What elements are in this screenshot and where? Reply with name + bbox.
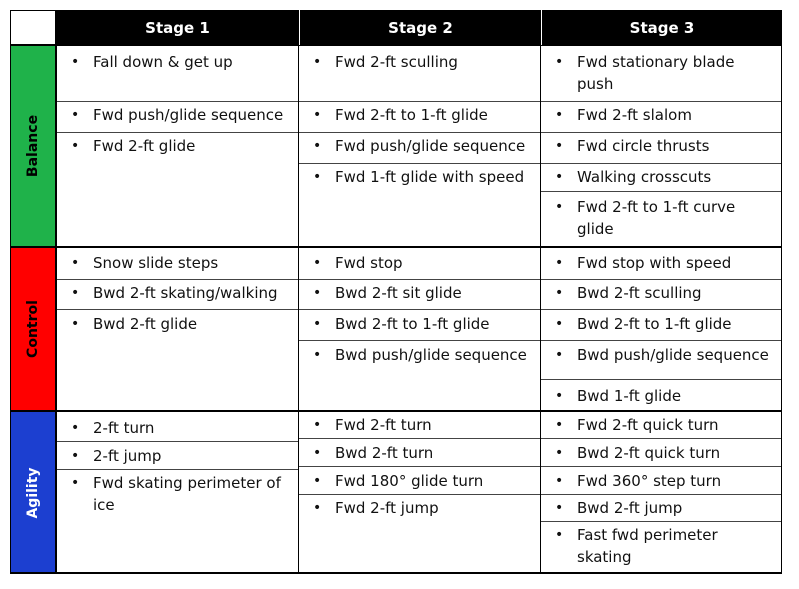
bullet-icon: • bbox=[555, 473, 564, 489]
header-stage-1 bbox=[56, 10, 299, 45]
skill-text: Fwd 2-ft jump bbox=[335, 499, 439, 517]
skill-text: Fall down & get up bbox=[93, 53, 233, 71]
band-control bbox=[10, 247, 56, 411]
bullet-icon: • bbox=[555, 316, 564, 332]
bullet-icon: • bbox=[555, 169, 564, 185]
skill-text: Bwd 2-ft to 1-ft glide bbox=[577, 315, 732, 333]
skill-text: 2-ft jump bbox=[93, 447, 162, 465]
bullet-icon: • bbox=[555, 199, 564, 215]
skill-text: Walking crosscuts bbox=[577, 168, 712, 186]
skill-text: Bwd push/glide sequence bbox=[577, 346, 769, 364]
band-agility-label: Agility bbox=[25, 466, 41, 519]
bullet-icon: • bbox=[71, 285, 80, 301]
skill-text: Fwd 2-ft sculling bbox=[335, 53, 458, 71]
band-control-label: Control bbox=[25, 300, 41, 358]
skill-text: 2-ft turn bbox=[93, 419, 155, 437]
bullet-icon: • bbox=[555, 500, 564, 516]
skill-text: Fwd 2-ft slalom bbox=[577, 106, 692, 124]
skill-text: Bwd 2-ft sculling bbox=[577, 284, 702, 302]
bullet-icon: • bbox=[313, 316, 322, 332]
bullet-icon: • bbox=[313, 255, 322, 271]
bullet-icon: • bbox=[313, 285, 322, 301]
skill-text: Fwd 2-ft quick turn bbox=[577, 416, 719, 434]
band-agility bbox=[10, 411, 56, 574]
skill-text: Fwd stop with speed bbox=[577, 254, 732, 272]
bullet-icon: • bbox=[71, 107, 80, 123]
skill-text: Fwd skating perimeter of ice bbox=[93, 474, 281, 514]
bullet-icon: • bbox=[313, 445, 322, 461]
skill-text: Bwd 1-ft glide bbox=[577, 387, 682, 405]
skill-text: Bwd 2-ft jump bbox=[577, 499, 683, 517]
bullet-icon: • bbox=[71, 255, 80, 271]
skill-text: Fwd push/glide sequence bbox=[335, 137, 526, 155]
bullet-icon: • bbox=[555, 107, 564, 123]
skill-text: Fwd circle thrusts bbox=[577, 137, 710, 155]
header-stage-3 bbox=[541, 10, 782, 45]
header-stage-3-label: Stage 3 bbox=[629, 18, 695, 37]
bullet-icon: • bbox=[555, 388, 564, 404]
bullet-icon: • bbox=[313, 500, 322, 516]
bullet-icon: • bbox=[555, 285, 564, 301]
skill-text: Fwd 2-ft to 1-ft glide bbox=[335, 106, 488, 124]
bullet-icon: • bbox=[71, 420, 80, 436]
header-stage-2 bbox=[299, 10, 541, 45]
bullet-icon: • bbox=[71, 138, 80, 154]
skill-text: Bwd 2-ft skating/walking bbox=[93, 284, 278, 302]
skill-text: Fwd 2-ft to 1-ft curve glide bbox=[577, 198, 736, 238]
skill-text: Fwd stop bbox=[335, 254, 403, 272]
skill-text: Fast fwd perimeter skating bbox=[577, 526, 718, 566]
skill-text: Fwd 360° step turn bbox=[577, 472, 722, 490]
header-corner bbox=[10, 10, 56, 45]
skill-text: Snow slide steps bbox=[93, 254, 219, 272]
bullet-icon: • bbox=[313, 417, 322, 433]
skill-text: Bwd 2-ft glide bbox=[93, 315, 198, 333]
bullet-icon: • bbox=[71, 316, 80, 332]
skill-text: Fwd push/glide sequence bbox=[93, 106, 284, 124]
header-stage-2-label: Stage 2 bbox=[388, 18, 453, 37]
skill-text: Fwd 180° glide turn bbox=[335, 472, 484, 490]
skill-text: Fwd 2-ft glide bbox=[93, 137, 196, 155]
bullet-icon: • bbox=[555, 138, 564, 154]
bullet-icon: • bbox=[313, 54, 322, 70]
band-balance-label: Balance bbox=[25, 114, 41, 178]
band-balance bbox=[10, 45, 56, 247]
bullet-icon: • bbox=[71, 448, 80, 464]
bullet-icon: • bbox=[313, 347, 322, 363]
bullet-icon: • bbox=[555, 417, 564, 433]
skill-text: Bwd push/glide sequence bbox=[335, 346, 527, 364]
bullet-icon: • bbox=[313, 107, 322, 123]
skill-text: Bwd 2-ft to 1-ft glide bbox=[335, 315, 490, 333]
header-stage-1-label: Stage 1 bbox=[145, 18, 210, 37]
skill-text: Fwd stationary blade push bbox=[577, 53, 735, 93]
bullet-icon: • bbox=[555, 347, 564, 363]
bullet-icon: • bbox=[313, 138, 322, 154]
bullet-icon: • bbox=[71, 54, 80, 70]
bullet-icon: • bbox=[555, 445, 564, 461]
bullet-icon: • bbox=[313, 473, 322, 489]
skill-text: Bwd 2-ft quick turn bbox=[577, 444, 721, 462]
skill-text: Bwd 2-ft sit glide bbox=[335, 284, 462, 302]
bullet-icon: • bbox=[71, 475, 80, 491]
skill-text: Fwd 2-ft turn bbox=[335, 416, 432, 434]
bullet-icon: • bbox=[555, 54, 564, 70]
bullet-icon: • bbox=[555, 255, 564, 271]
skill-text: Fwd 1-ft glide with speed bbox=[335, 168, 525, 186]
skill-text: Bwd 2-ft turn bbox=[335, 444, 434, 462]
bullet-icon: • bbox=[555, 527, 564, 543]
bullet-icon: • bbox=[313, 169, 322, 185]
